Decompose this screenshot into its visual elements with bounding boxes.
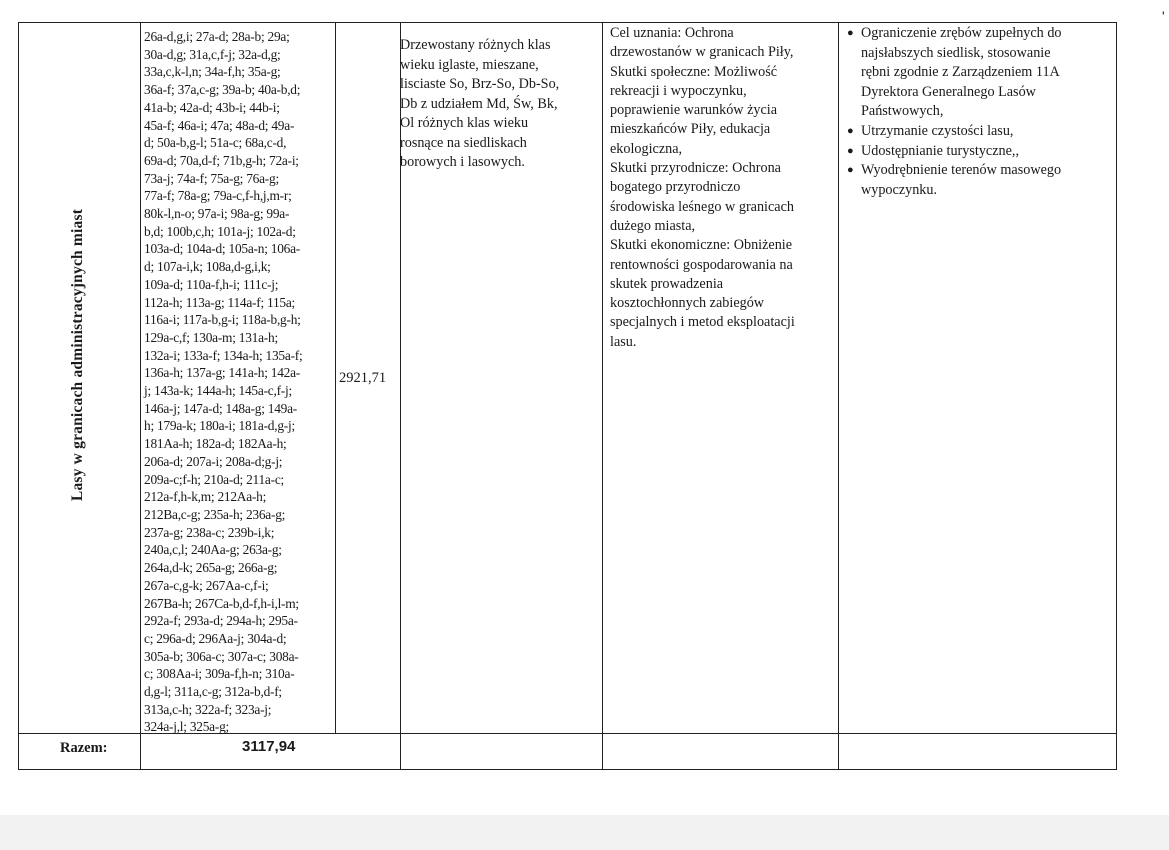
division-line: 77a-f; 78a-g; 79a-c,f-h,j,m-r; (144, 188, 292, 204)
stand-type-line: borowych i lasowych. (400, 154, 525, 170)
designation-line: lasu. (610, 333, 637, 350)
division-line: 69a-d; 70a,d-f; 71b,g-h; 72a-i; (144, 152, 299, 168)
divisions-cell (144, 28, 334, 736)
division-line: d; 50a-b,g-l; 51a-c; 68a,c-d, (144, 135, 287, 151)
division-line: 136a-h; 137a-g; 141a-h; 142a- (144, 365, 300, 381)
division-line: 30a-d,g; 31a,c,f-j; 32a-d,g; (144, 46, 281, 62)
division-line: 33a,c,k-l,n; 34a-f,h; 35a-g; (144, 64, 281, 80)
division-line: 112a-h; 113a-g; 114a-f; 115a; (144, 294, 296, 310)
measures-cell (845, 24, 1115, 200)
division-line: 209a-c;f-h; 210a-d; 211a-c; (144, 471, 284, 487)
division-line: d,g-l; 311a,c-g; 312a-b,d-f; (144, 684, 282, 700)
designation-line: specjalnych i metod eksploatacji (610, 314, 795, 331)
division-line: 237a-g; 238a-c; 239b-i,k; (144, 524, 275, 540)
division-line: 129a-c,f; 130a-m; 131a-h; (144, 329, 278, 345)
measure-item (845, 142, 1115, 162)
division-line: 212Ba,c-g; 235a-h; 236a-g; (144, 506, 286, 522)
measure-item (845, 24, 1115, 122)
region-label: Lasy w granicach administracyjnych miast (69, 208, 87, 502)
division-line: j; 143a-k; 144a-h; 145a-c,f-j; (144, 383, 292, 399)
designation-line: środowiska leśnego w granicach (610, 198, 794, 215)
division-line: 73a-j; 74a-f; 75a-g; 76a-g; (144, 170, 279, 186)
measure-line: najsłabszych siedlisk, stosowanie (861, 44, 1051, 61)
designation-cell (610, 24, 840, 352)
designation-line: ekologiczna, (610, 140, 683, 157)
table-bottom-border (18, 769, 1116, 770)
measure-line: Ograniczenie zrębów zupełnych do (861, 25, 1062, 41)
division-line: 26a-d,g,i; 27a-d; 28a-b; 29a; (144, 29, 290, 44)
stand-type-line: Drzewostany różnych klas (400, 37, 551, 53)
stand-type-cell (400, 36, 600, 173)
measure-item (845, 161, 1115, 200)
measure-line: rębni zgodnie z Zarządzeniem 11A (861, 64, 1060, 81)
bullet-icon: ● (847, 124, 854, 137)
division-line: 313a,c-h; 322a-f; 323a-j; (144, 701, 272, 717)
division-line: 292a-f; 293a-d; 294a-h; 295a- (144, 613, 298, 629)
designation-line: skutek prowadzenia (610, 275, 724, 292)
division-line: h; 179a-k; 180a-i; 181a-d,g-j; (144, 418, 295, 434)
designation-line: poprawienie warunków życia (610, 102, 778, 119)
division-line: 206a-d; 207a-i; 208a-d;g-j; (144, 453, 283, 469)
stand-type-line: lisciaste So, Brz-So, Db-So, (400, 76, 560, 92)
stand-type-line: Db z udziałem Md, Św, Bk, (400, 95, 558, 112)
division-line: 324a-j,l; 325a-g; (144, 719, 229, 735)
division-line: 267a-c,g-k; 267Aa-c,f-i; (144, 577, 269, 593)
measure-line: Państwowych, (861, 103, 944, 120)
measure-line: Udostępnianie turystyczne,, (861, 142, 1019, 159)
division-line: c; 296a-d; 296Aa-j; 304a-d; (144, 630, 287, 646)
column-border-left (18, 22, 19, 770)
stand-type-line: wieku iglaste, mieszane, (400, 56, 539, 73)
division-line: 109a-d; 110a-f,h-i; 111c-j; (144, 276, 279, 292)
column-border-divisions (335, 22, 336, 734)
table-top-border (18, 22, 1116, 23)
designation-line: Skutki społeczne: Możliwość (610, 63, 778, 80)
scan-corner-mark: ' (1162, 8, 1165, 24)
designation-line: rekreacji i wypoczynku, (610, 82, 747, 99)
column-border-region (140, 22, 141, 770)
bullet-icon: ● (847, 164, 854, 177)
column-border-stand (602, 22, 603, 770)
designation-line: mieszkańców Piły, edukacja (610, 121, 771, 138)
division-line: 240a,c,l; 240Aa-g; 263a-g; (144, 542, 282, 558)
division-line: 181Aa-h; 182a-d; 182Aa-h; (144, 436, 287, 452)
division-line: 116a-i; 117a-b,g-i; 118a-b,g-h; (144, 312, 301, 328)
measure-line: wypoczynku. (861, 181, 938, 198)
designation-line: drzewostanów w granicach Piły, (610, 44, 794, 61)
division-line: 36a-f; 37a,c-g; 39a-b; 40a-b,d; (144, 82, 301, 98)
division-line: b,d; 100b,c,h; 101a-j; 102a-d; (144, 223, 296, 239)
measure-line: Utrzymanie czystości lasu, (861, 122, 1014, 139)
division-line: 264a,d-k; 265a-g; 266a-g; (144, 560, 278, 576)
measure-line: Wyodrębnienie terenów masowego (861, 162, 1062, 179)
designation-line: Skutki przyrodnicze: Ochrona (610, 160, 781, 177)
division-line: 267Ba-h; 267Ca-b,d-f,h-i,l-m; (144, 595, 299, 611)
designation-line: rentowności gospodarowania na (610, 256, 793, 273)
division-line: 45a-f; 46a-i; 47a; 48a-d; 49a- (144, 117, 295, 133)
total-value: 3117,94 (242, 738, 296, 755)
designation-line: dużego miasta, (610, 217, 696, 234)
designation-line: bogatego przyrodniczo (610, 179, 741, 196)
stand-type-line: Ol różnych klas wieku (400, 115, 529, 131)
designation-line: Cel uznania: Ochrona (610, 25, 734, 41)
division-line: 146a-j; 147a-d; 148a-g; 149a- (144, 400, 298, 416)
scan-margin (0, 815, 1169, 850)
total-label: Razem: (60, 740, 108, 756)
division-line: 41a-b; 42a-d; 43b-i; 44b-i; (144, 99, 280, 115)
division-line: 212a-f,h-k,m; 212Aa-h; (144, 489, 267, 505)
division-line: c; 308Aa-i; 309a-f,h-n; 310a- (144, 666, 295, 682)
division-line: 305a-b; 306a-c; 307a-c; 308a- (144, 648, 299, 664)
area-value: 2921,71 (339, 370, 387, 386)
division-line: d; 107a-i,k; 108a,d-g,i,k; (144, 259, 271, 275)
bullet-icon: ● (847, 27, 854, 39)
division-line: 103a-d; 104a-d; 105a-n; 106a- (144, 241, 300, 257)
measure-item (845, 122, 1115, 142)
region-cell (58, 80, 98, 630)
designation-line: kosztochłonnych zabiegów (610, 295, 765, 312)
measure-line: Dyrektora Generalnego Lasów (861, 83, 1036, 100)
stand-type-line: rosnące na siedliskach (400, 134, 527, 151)
designation-line: Skutki ekonomiczne: Obniżenie (610, 237, 793, 254)
division-line: 132a-i; 133a-f; 134a-h; 135a-f; (144, 347, 303, 363)
column-border-right (1116, 22, 1117, 770)
division-line: 80k-l,n-o; 97a-i; 98a-g; 99a- (144, 206, 290, 222)
bullet-icon: ● (847, 144, 854, 157)
